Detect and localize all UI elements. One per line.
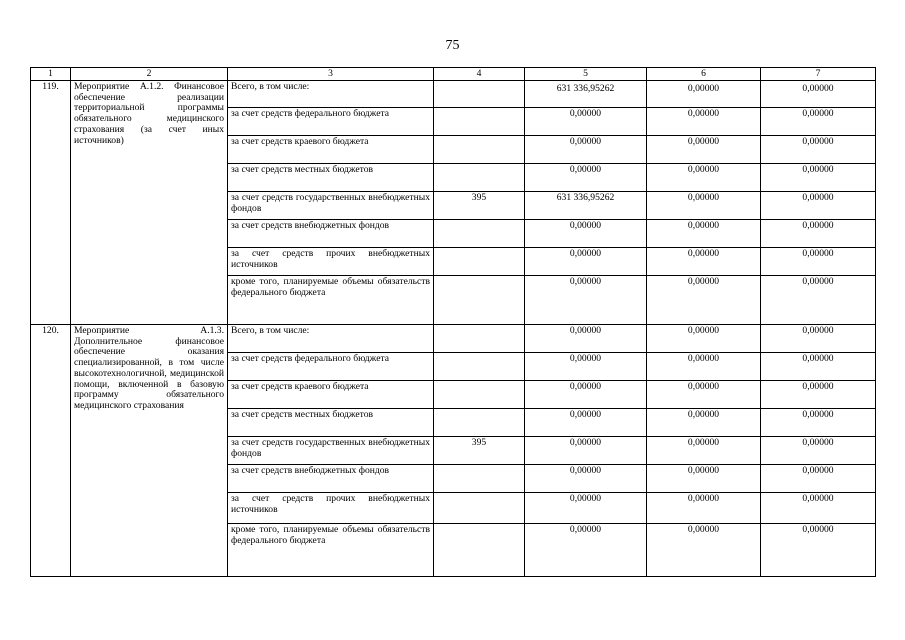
funding-source: за счет средств государственных внебюджетных фондов [228, 192, 434, 220]
value-col5: 0,00000 [525, 437, 647, 465]
code-cell [434, 465, 525, 493]
value-col6: 0,00000 [647, 353, 761, 381]
funding-source: за счет средств внебюджетных фондов [228, 465, 434, 493]
page-number: 75 [445, 38, 460, 53]
table-row [31, 81, 876, 108]
value-col7: 0,00000 [761, 465, 876, 493]
value-col5: 631 336,95262 [525, 81, 647, 108]
value-col6: 0,00000 [647, 409, 761, 437]
header-cell: 1 [31, 68, 71, 81]
header-cell: 7 [761, 68, 876, 81]
value-col7: 0,00000 [761, 524, 876, 577]
value-col5: 0,00000 [525, 381, 647, 409]
funding-source: за счет средств федерального бюджета [228, 353, 434, 381]
measure-name: Мероприятие А.1.3. Дополнительное финансовое обеспечение оказания специализированной, в том числе высокотехнологичной, медицинской помощи, включенной в базовую программу обязательного медицинского страхования [71, 325, 228, 577]
table-row [31, 325, 876, 353]
funding-source: кроме того, планируемые объемы обязательств федерального бюджета [228, 276, 434, 325]
code-cell [434, 353, 525, 381]
funding-source: кроме того, планируемые объемы обязательств федерального бюджета [228, 524, 434, 577]
code-cell [434, 248, 525, 276]
value-col6: 0,00000 [647, 136, 761, 164]
value-col6: 0,00000 [647, 81, 761, 108]
funding-source: за счет средств краевого бюджета [228, 381, 434, 409]
code-cell: 395 [434, 437, 525, 465]
value-col7: 0,00000 [761, 248, 876, 276]
code-cell: 395 [434, 192, 525, 220]
funding-source: за счет средств местных бюджетов [228, 409, 434, 437]
header-cell: 6 [647, 68, 761, 81]
funding-source: за счет средств краевого бюджета [228, 136, 434, 164]
value-col7: 0,00000 [761, 108, 876, 136]
budget-table [30, 67, 876, 577]
header-cell: 4 [434, 68, 525, 81]
value-col7: 0,00000 [761, 192, 876, 220]
funding-source: за счет средств местных бюджетов [228, 164, 434, 192]
value-col7: 0,00000 [761, 220, 876, 248]
value-col5: 0,00000 [525, 164, 647, 192]
value-col6: 0,00000 [647, 220, 761, 248]
value-col5: 0,00000 [525, 493, 647, 524]
header-cell: 3 [228, 68, 434, 81]
value-col7: 0,00000 [761, 493, 876, 524]
value-col5: 0,00000 [525, 108, 647, 136]
value-col5: 0,00000 [525, 325, 647, 353]
row-number: 119. [31, 81, 71, 325]
code-cell [434, 381, 525, 409]
value-col5: 0,00000 [525, 136, 647, 164]
value-col7: 0,00000 [761, 325, 876, 353]
value-col5: 631 336,95262 [525, 192, 647, 220]
value-col6: 0,00000 [647, 192, 761, 220]
value-col7: 0,00000 [761, 81, 876, 108]
funding-source: за счет средств прочих внебюджетных источников [228, 248, 434, 276]
value-col6: 0,00000 [647, 381, 761, 409]
value-col5: 0,00000 [525, 220, 647, 248]
code-cell [434, 164, 525, 192]
value-col7: 0,00000 [761, 437, 876, 465]
code-cell [434, 493, 525, 524]
value-col5: 0,00000 [525, 524, 647, 577]
code-cell [434, 108, 525, 136]
code-cell [434, 409, 525, 437]
value-col6: 0,00000 [647, 437, 761, 465]
value-col6: 0,00000 [647, 524, 761, 577]
value-col5: 0,00000 [525, 276, 647, 325]
code-cell [434, 325, 525, 353]
header-cell: 5 [525, 68, 647, 81]
value-col6: 0,00000 [647, 276, 761, 325]
funding-source: за счет средств государственных внебюджетных фондов [228, 437, 434, 465]
header-cell: 2 [71, 68, 228, 81]
code-cell [434, 524, 525, 577]
value-col7: 0,00000 [761, 276, 876, 325]
funding-source: Всего, в том числе: [228, 325, 434, 353]
value-col6: 0,00000 [647, 108, 761, 136]
code-cell [434, 276, 525, 325]
code-cell [434, 220, 525, 248]
funding-source: за счет средств федерального бюджета [228, 108, 434, 136]
header-row [31, 68, 876, 81]
value-col6: 0,00000 [647, 465, 761, 493]
value-col6: 0,00000 [647, 248, 761, 276]
value-col7: 0,00000 [761, 381, 876, 409]
value-col7: 0,00000 [761, 353, 876, 381]
code-cell [434, 81, 525, 108]
value-col5: 0,00000 [525, 465, 647, 493]
value-col6: 0,00000 [647, 164, 761, 192]
code-cell [434, 136, 525, 164]
value-col7: 0,00000 [761, 409, 876, 437]
funding-source: за счет средств внебюджетных фондов [228, 220, 434, 248]
value-col5: 0,00000 [525, 353, 647, 381]
measure-name: Мероприятие А.1.2. Финансовое обеспечение реализации территориальной программы обязательного медицинского страхования (за счет иных источников) [71, 81, 228, 325]
value-col5: 0,00000 [525, 409, 647, 437]
funding-source: Всего, в том числе: [228, 81, 434, 108]
value-col5: 0,00000 [525, 248, 647, 276]
value-col7: 0,00000 [761, 136, 876, 164]
funding-source: за счет средств прочих внебюджетных источников [228, 493, 434, 524]
row-number: 120. [31, 325, 71, 577]
value-col6: 0,00000 [647, 325, 761, 353]
value-col7: 0,00000 [761, 164, 876, 192]
value-col6: 0,00000 [647, 493, 761, 524]
